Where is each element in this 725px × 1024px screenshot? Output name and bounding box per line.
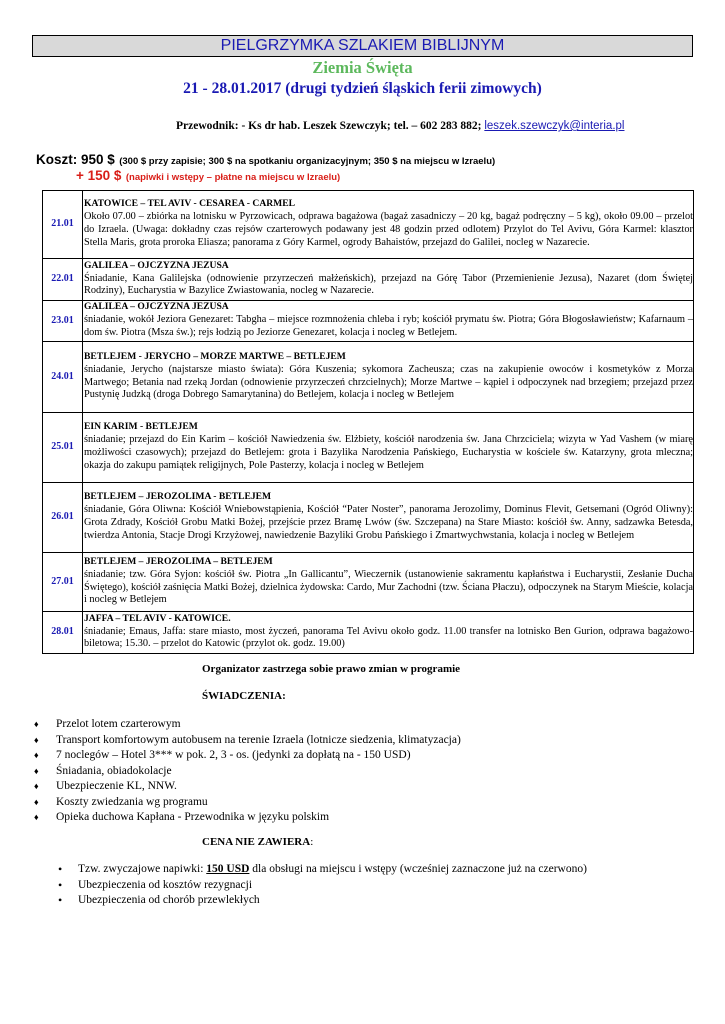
cost-extra-main: + 150 $ (76, 168, 122, 183)
cost-extra-details: (napiwki i wstępy – płatne na miejscu w Izraelu) (125, 172, 341, 183)
round-bullet-icon: • (58, 893, 63, 907)
diamond-bullet-icon: ♦ (34, 734, 39, 745)
list-item (34, 717, 461, 733)
list-item (58, 862, 587, 878)
itinerary-row (43, 301, 694, 342)
benefit-text: Ubezpieczenie KL, NNW. (56, 780, 177, 792)
itinerary-text: śniadanie, Jerycho (najstarsze miasto świata): Góra Kuszenia; sykomora Zacheusza; czas na zakupienie owoców i kosmetyków z Morza Martwego; Betania nad rzeką Jordan (odnowienie przyrzeczeń chrzcielnych); Morze Martwe – kąpiel i odpoczynek nad brzegiem; przejazd przez Pustynię Judzką (droga Dobrego Samarytanina) do Betlejem, kolacja i nocleg w Betlejem (84, 363, 693, 401)
itinerary-text: Śniadanie, Kana Galilejska (odnowienie przyrzeczeń małżeńskich), przejazd na Górę Tabor (Przemienienie Jezusa), Nazaret (dom Świętej Rodziny), Eucharystia w Bazylice Zwiastowania, nocleg w Nazarecie. (84, 272, 693, 297)
itinerary-description (83, 191, 694, 259)
exclusions-heading (202, 836, 313, 848)
round-bullet-icon: • (58, 862, 63, 876)
itinerary-table (42, 190, 694, 654)
itinerary-row (43, 342, 694, 413)
exclusion-text: Ubezpieczenia od chorób przewlekłych (78, 894, 260, 906)
exclusion-text (78, 862, 587, 878)
diamond-bullet-icon: ♦ (34, 812, 39, 822)
list-item (58, 893, 587, 909)
itinerary-description (83, 612, 694, 654)
itinerary-route: BETLEJEM - JERYCHO – MORZE MARTWE – BETLEJEM (84, 350, 346, 362)
itinerary-route: GALILEA – OJCZYZNA JEZUSA (84, 301, 229, 313)
itinerary-date: 23.01 (43, 301, 83, 342)
itinerary-description (83, 301, 694, 342)
itinerary-description (83, 483, 694, 553)
itinerary-date: 22.01 (43, 259, 83, 301)
diamond-bullet-icon: ♦ (34, 796, 39, 807)
list-item (58, 878, 587, 894)
diamond-bullet-icon: ♦ (34, 719, 39, 729)
itinerary-date: 21.01 (43, 191, 83, 259)
round-bullet-icon: • (58, 877, 63, 892)
exclusion-tips-amount: 150 USD (206, 863, 250, 875)
list-item (34, 748, 461, 764)
itinerary-description (83, 553, 694, 612)
benefit-text: Przelot lotem czarterowym (56, 718, 181, 730)
guide-text: Przewodnik: - Ks dr hab. Leszek Szewczyk; tel. – 602 283 882; (176, 120, 482, 132)
cost-main: Koszt: 950 $ (36, 152, 115, 167)
itinerary-route: BETLEJEM – JEROZOLIMA – BETLEJEM (84, 555, 273, 567)
itinerary-row (43, 413, 694, 483)
exclusions-list (58, 862, 587, 909)
cost-details: (300 $ przy zapisie; 300 $ na spotkaniu organizacyjnym; 350 $ na miejscu w Izraelu) (119, 156, 496, 167)
itinerary-text: Około 07.00 – zbiórka na lotnisku w Pyrzowicach, odprawa bagażowa (bagaż zasadniczy – 20 kg, bagaż podręczny – 5 kg), około 09.00 – przelot do Izraela. (Uwaga: dokładny czas rejsów czarterowych podawany jest 48 godzin przed odlotem) Przylot do Tel Avivu, Góra Karmel: klasztor Stella Maris, grota proroka Eliasza; panorama z Góry Karmel, ogrody Bahaistów, przejazd do Galilei, nocleg w Nazarecie. (84, 211, 693, 248)
itinerary-date: 25.01 (43, 413, 83, 483)
itinerary-row (43, 612, 694, 654)
benefits-heading: ŚWIADCZENIA: (202, 690, 286, 702)
document-subtitle: Ziemia Święta (312, 58, 413, 77)
exclusions-heading-colon: : (310, 836, 314, 848)
itinerary-date: 24.01 (43, 342, 83, 413)
itinerary-date: 26.01 (43, 483, 83, 553)
organizer-note: Organizator zastrzega sobie prawo zmian w programie (202, 663, 461, 675)
list-item (34, 810, 461, 826)
list-item (34, 795, 461, 811)
diamond-bullet-icon: ♦ (34, 765, 39, 776)
itinerary-route: GALILEA – OJCZYZNA JEZUSA (84, 259, 229, 271)
exclusions-heading-text: CENA NIE ZAWIERA (202, 836, 311, 848)
itinerary-row (43, 553, 694, 612)
itinerary-row (43, 191, 694, 259)
document-title: PIELGRZYMKA SZLAKIEM BIBLIJNYM (32, 35, 693, 57)
itinerary-text: śniadanie; tzw. Góra Syjon: kościół św. Piotra „In Gallicantu”, Wieczernik (ustanowienie sakramentu kapłaństwa i Eucharystii, Zesłanie Ducha Świętego), kościół zaśnięcia Matki Bożej, dzielnica żydowska: Cardo, Mur Zachodni (tzw. Ściana Płaczu), odpoczynek na Starym Mieście, kolacja i nocleg w Betlejem (84, 568, 693, 606)
benefits-list (34, 717, 461, 826)
itinerary-row (43, 259, 694, 301)
benefit-text: 7 noclegów – Hotel 3*** w pok. 2, 3 - os. (jedynki za dopłatą na - 150 USD) (56, 749, 411, 761)
itinerary-route: JAFFA – TEL AVIV - KATOWICE. (84, 612, 231, 624)
itinerary-text: śniadanie, Góra Oliwna: Kościół Wniebowstąpienia, Kościół “Pater Noster”, panorama Jerozolimy, Dominus Flevit, Getsemani (Ogród Oliwny): Grota Zdrady, Kościół Grobu Matki Bożej, przejście przez Bramę Lwów (św. Szczepana) na Stare Miasto: kościół św. Anny, sadzawka Betesda, twierdza Antonia, Stacje Drogi Krzyżowej, nawiedzenie Bazyliki Grobu Pańskiego i Zmartwychwstania, kolacja i nocleg w Betlejem (84, 504, 693, 541)
exclusion-tips-suffix: dla obsługi na miejscu i wstępy (wcześniej zaznaczone już na czerwono) (249, 863, 587, 875)
benefit-text: Transport komfortowym autobusem na terenie Izraela (lotnicze siedzenia, klimatyzacja) (56, 733, 461, 746)
exclusion-text: Ubezpieczenia od kosztów rezygnacji (78, 878, 253, 891)
itinerary-description (83, 342, 694, 413)
benefit-text: Śniadania, obiadokolacje (56, 764, 172, 777)
itinerary-row (43, 483, 694, 553)
itinerary-route: KATOWICE – TEL AVIV - CESAREA - CARMEL (84, 198, 296, 210)
itinerary-date: 28.01 (43, 612, 83, 654)
guide-email-link[interactable]: leszek.szewczyk@interia.pl (484, 120, 625, 132)
itinerary-text: śniadanie; Emaus, Jaffa: stare miasto, most życzeń, panorama Tel Avivu około godz. 11.00 transfer na lotnisko Ben Gurion, odprawa bagażowo-biletowa; 15.30. – przelot do Katowic (przylot ok. godz. 19.00) (84, 625, 693, 650)
itinerary-route: EIN KARIM - BETLEJEM (84, 421, 198, 433)
diamond-bullet-icon: ♦ (34, 750, 39, 760)
benefit-text: Koszty zwiedzania wg programu (56, 795, 208, 808)
cost-extra-line (76, 167, 340, 185)
exclusion-tips-prefix: Tzw. zwyczajowe napiwki: (78, 863, 207, 875)
list-item (34, 733, 461, 749)
itinerary-route: BETLEJEM – JEROZOLIMA - BETLEJEM (84, 491, 272, 503)
guide-info (176, 120, 624, 132)
benefit-text: Opieka duchowa Kapłana - Przewodnika w języku polskim (56, 811, 330, 823)
list-item (34, 764, 461, 780)
itinerary-text: śniadanie; przejazd do Ein Karim – kościół Nawiedzenia św. Elżbiety, kościół narodzenia św. Jana Chrzciciela; wizyta w Yad Vashem (w miarę możliwości czasowych); przejazd do Betlejem: grota i Bazylika Narodzenia Pańskiego, Eucharystia w kościele św. Katarzyny, grota mleczna; okazja do zakupu pamiątek religijnych, Pole Pasterzy, kolacja i nocleg w Betlejem (84, 434, 693, 471)
trip-dates: 21 - 28.01.2017 (drugi tydzień śląskich ferii zimowych) (183, 80, 542, 97)
itinerary-description (83, 413, 694, 483)
itinerary-text: śniadanie, wokół Jeziora Genezaret: Tabgha – miejsce rozmnożenia chleba i ryb; kościół prymatu św. Piotra; Góra Błogosławieństw; Kafarnaum – dom św. Piotra (Msza św.); rejs łodzią po Jeziorze Genezaret, kolacja i nocleg w Betlejem. (84, 314, 693, 338)
list-item (34, 779, 461, 795)
itinerary-date: 27.01 (43, 553, 83, 612)
diamond-bullet-icon: ♦ (34, 781, 39, 791)
itinerary-description (83, 259, 694, 301)
